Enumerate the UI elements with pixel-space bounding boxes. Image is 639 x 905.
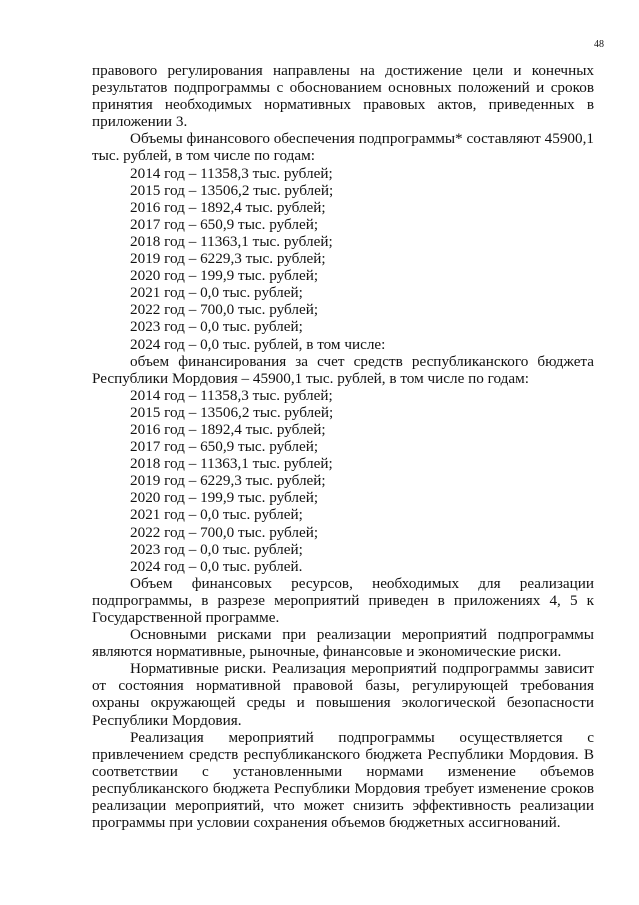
list-item: 2024 год – 0,0 тыс. рублей. [130, 557, 303, 575]
list-item: 2023 год – 0,0 тыс. рублей; [130, 540, 303, 558]
list-item: 2020 год – 199,9 тыс. рублей; [130, 267, 319, 285]
republican-budget-by-year-list [92, 387, 594, 575]
list-item: 2018 год – 11363,1 тыс. рублей; [130, 232, 333, 250]
list-item: 2024 год – 0,0 тыс. рублей, в том числе: [130, 335, 386, 353]
list-item: 2021 год – 0,0 тыс. рублей; [130, 284, 303, 302]
financing-by-year-list [92, 165, 594, 353]
list-item: 2020 год – 199,9 тыс. рублей; [130, 489, 319, 507]
paragraph-main-risks: Основными рисками при реализации мероприятий подпрограммы являются нормативные, рыночные, финансовые и экономические риски. [92, 626, 594, 661]
list-item: 2021 год – 0,0 тыс. рублей; [130, 506, 303, 524]
list-item: 2015 год – 13506,2 тыс. рублей; [130, 403, 334, 421]
list-item: 2022 год – 700,0 тыс. рублей; [130, 523, 319, 541]
list-item: 2018 год – 11363,1 тыс. рублей; [130, 455, 333, 473]
paragraph-implementation: Реализация мероприятий подпрограммы осуществляется с привлечением средств республиканского бюджета Республики Мордовия. В соответствии с установленными нормами изменение объемов республиканского бюджета Республики Мордовия требует изменение сроков реализации мероприятий, что может снизить эффективность реализации программы при условии сохранения объемов бюджетных ассигнований. [92, 728, 594, 832]
page-number: 48 [594, 39, 604, 50]
list-item: 2015 год – 13506,2 тыс. рублей; [130, 181, 334, 199]
paragraph-financial-resources: Объем финансовых ресурсов, необходимых для реализации подпрограммы, в разрезе мероприятий приведен в приложениях 4, 5 к Государственной программе. [92, 574, 594, 626]
list-item: 2017 год – 650,9 тыс. рублей; [130, 438, 319, 456]
list-item: 2016 год – 1892,4 тыс. рублей; [130, 198, 326, 216]
list-item: 2017 год – 650,9 тыс. рублей; [130, 215, 319, 233]
paragraph-republican-budget: объем финансирования за счет средств республиканского бюджета Республики Мордовия – 45900,1 тыс. рублей, в том числе по годам: [92, 352, 594, 387]
list-item: 2019 год – 6229,3 тыс. рублей; [130, 250, 326, 268]
list-item: 2016 год – 1892,4 тыс. рублей; [130, 420, 326, 438]
list-item: 2014 год – 11358,3 тыс. рублей; [130, 386, 333, 404]
list-item: 2022 год – 700,0 тыс. рублей; [130, 301, 319, 319]
document-body [92, 62, 594, 831]
paragraph-financing-volume: Объемы финансового обеспечения подпрограммы* составляют 45900,1 тыс. рублей, в том числе по годам: [92, 130, 594, 165]
list-item: 2014 год – 11358,3 тыс. рублей; [130, 164, 333, 182]
list-item: 2019 год – 6229,3 тыс. рублей; [130, 472, 326, 490]
paragraph-regulatory-risks: Нормативные риски. Реализация мероприятий подпрограммы зависит от состояния нормативной правовой базы, регулирующей требования охраны окружающей среды и повышения экологической безопасности Республики Мордовия. [92, 660, 594, 729]
list-item: 2023 год – 0,0 тыс. рублей; [130, 318, 303, 336]
paragraph-regulation: правового регулирования направлены на достижение цели и конечных результатов подпрограммы с обоснованием основных положений и сроков принятия необходимых нормативных правовых актов, приведенных в приложении 3. [92, 62, 594, 131]
